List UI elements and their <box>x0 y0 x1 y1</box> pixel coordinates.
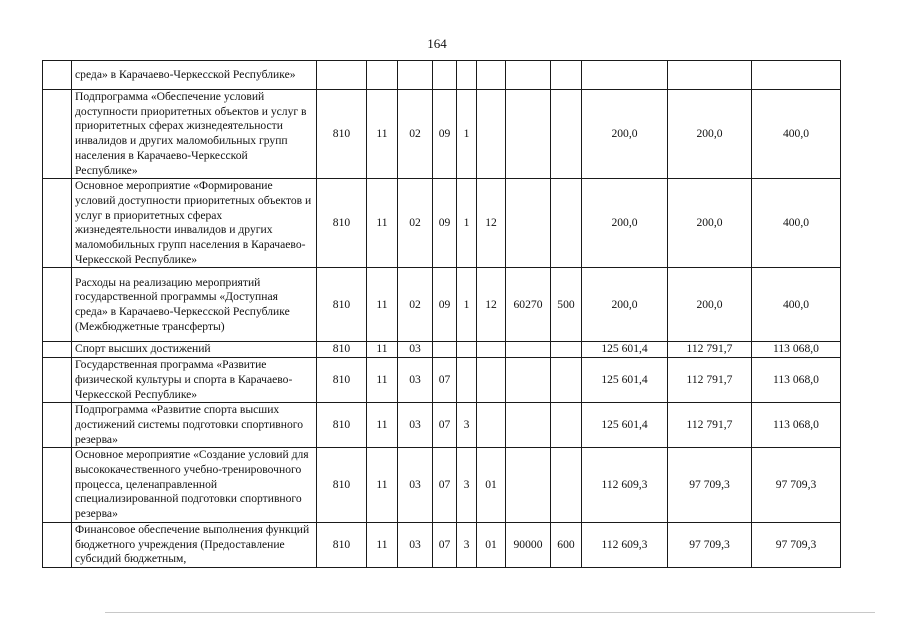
row-number-cell <box>43 179 72 268</box>
measure-code-cell <box>477 403 506 448</box>
table-row <box>43 61 841 90</box>
section-code-cell: 11 <box>367 268 398 342</box>
expense-type-code-cell <box>551 179 582 268</box>
direction-code-cell <box>506 448 551 523</box>
row-number-cell <box>43 403 72 448</box>
table-row <box>43 522 841 567</box>
row-name-cell: Государственная программа «Развитие физической культуры и спорта в Карачаево-Черкесской Республике» <box>72 358 317 403</box>
amount-year-3-cell: 97 709,3 <box>752 522 841 567</box>
row-name-cell: Основное мероприятие «Создание условий для высококачественного учебно-тренировочного процесса, целенаправленной специализированной подготовки спортивного резерва» <box>72 448 317 523</box>
direction-code-cell <box>506 358 551 403</box>
row-name-cell: Расходы на реализацию мероприятий государственной программы «Доступная среда» в Карачаево-Черкесской Республике (Межбюджетные трансферты) <box>72 268 317 342</box>
section-code-cell: 11 <box>367 522 398 567</box>
program-code-cell: 09 <box>433 179 457 268</box>
budget-table-body <box>43 61 841 568</box>
expense-type-code-cell <box>551 358 582 403</box>
section-code-cell: 11 <box>367 358 398 403</box>
direction-code-cell: 60270 <box>506 268 551 342</box>
direction-code-cell <box>506 403 551 448</box>
program-code-cell: 07 <box>433 448 457 523</box>
subprogram-code-cell <box>457 342 477 358</box>
expense-type-code-cell <box>551 342 582 358</box>
table-row <box>43 179 841 268</box>
amount-year-1-cell: 125 601,4 <box>582 358 668 403</box>
subsection-code-cell <box>398 61 433 90</box>
expense-type-code-cell <box>551 61 582 90</box>
measure-code-cell: 01 <box>477 522 506 567</box>
measure-code-cell: 12 <box>477 268 506 342</box>
direction-code-cell <box>506 90 551 179</box>
amount-year-1-cell: 125 601,4 <box>582 403 668 448</box>
section-code-cell: 11 <box>367 448 398 523</box>
admin-code-cell: 810 <box>317 358 367 403</box>
program-code-cell: 07 <box>433 403 457 448</box>
amount-year-1-cell: 112 609,3 <box>582 522 668 567</box>
expense-type-code-cell <box>551 90 582 179</box>
section-code-cell: 11 <box>367 403 398 448</box>
subprogram-code-cell: 1 <box>457 268 477 342</box>
row-name-cell: Подпрограмма «Развитие спорта высших достижений системы подготовки спортивного резерва» <box>72 403 317 448</box>
subprogram-code-cell <box>457 61 477 90</box>
admin-code-cell: 810 <box>317 268 367 342</box>
amount-year-3-cell: 400,0 <box>752 268 841 342</box>
amount-year-1-cell: 200,0 <box>582 90 668 179</box>
amount-year-2-cell: 200,0 <box>668 179 752 268</box>
expense-type-code-cell: 500 <box>551 268 582 342</box>
admin-code-cell: 810 <box>317 342 367 358</box>
row-number-cell <box>43 90 72 179</box>
row-number-cell <box>43 342 72 358</box>
amount-year-3-cell: 113 068,0 <box>752 403 841 448</box>
amount-year-3-cell: 113 068,0 <box>752 342 841 358</box>
amount-year-2-cell: 112 791,7 <box>668 342 752 358</box>
subsection-code-cell: 03 <box>398 448 433 523</box>
measure-code-cell <box>477 90 506 179</box>
subsection-code-cell: 03 <box>398 358 433 403</box>
amount-year-1-cell: 112 609,3 <box>582 448 668 523</box>
subsection-code-cell: 03 <box>398 342 433 358</box>
row-number-cell <box>43 268 72 342</box>
subsection-code-cell: 02 <box>398 90 433 179</box>
admin-code-cell: 810 <box>317 522 367 567</box>
row-number-cell <box>43 448 72 523</box>
page-number: 164 <box>427 36 447 51</box>
row-number-cell <box>43 358 72 403</box>
section-code-cell: 11 <box>367 90 398 179</box>
budget-table <box>42 60 841 568</box>
table-row <box>43 268 841 342</box>
table-row <box>43 403 841 448</box>
amount-year-2-cell: 200,0 <box>668 90 752 179</box>
subsection-code-cell: 03 <box>398 522 433 567</box>
row-name-cell: Спорт высших достижений <box>72 342 317 358</box>
row-name-cell: среда» в Карачаево-Черкесской Республике» <box>72 61 317 90</box>
amount-year-3-cell: 113 068,0 <box>752 358 841 403</box>
subsection-code-cell: 02 <box>398 179 433 268</box>
subprogram-code-cell: 3 <box>457 448 477 523</box>
admin-code-cell: 810 <box>317 403 367 448</box>
amount-year-1-cell: 200,0 <box>582 268 668 342</box>
admin-code-cell: 810 <box>317 448 367 523</box>
measure-code-cell <box>477 61 506 90</box>
amount-year-3-cell <box>752 61 841 90</box>
admin-code-cell: 810 <box>317 179 367 268</box>
subsection-code-cell: 03 <box>398 403 433 448</box>
amount-year-2-cell: 97 709,3 <box>668 448 752 523</box>
measure-code-cell <box>477 358 506 403</box>
subsection-code-cell: 02 <box>398 268 433 342</box>
direction-code-cell <box>506 61 551 90</box>
page-bottom-rule <box>105 612 875 613</box>
amount-year-3-cell: 400,0 <box>752 179 841 268</box>
section-code-cell <box>367 61 398 90</box>
table-row <box>43 448 841 523</box>
subprogram-code-cell <box>457 358 477 403</box>
subprogram-code-cell: 3 <box>457 403 477 448</box>
program-code-cell: 07 <box>433 522 457 567</box>
subprogram-code-cell: 1 <box>457 90 477 179</box>
expense-type-code-cell: 600 <box>551 522 582 567</box>
amount-year-2-cell: 112 791,7 <box>668 403 752 448</box>
measure-code-cell <box>477 342 506 358</box>
amount-year-2-cell: 97 709,3 <box>668 522 752 567</box>
program-code-cell: 09 <box>433 90 457 179</box>
row-name-cell: Подпрограмма «Обеспечение условий доступности приоритетных объектов и услуг в приоритетных сферах жизнедеятельности инвалидов и других маломобильных групп населения в Карачаево-Черкесской Республике» <box>72 90 317 179</box>
row-name-cell: Основное мероприятие «Формирование условий доступности приоритетных объектов и услуг в приоритетных сферах жизнедеятельности инвалидов и других маломобильных групп населения в Карачаево-Черкесской Республике» <box>72 179 317 268</box>
row-number-cell <box>43 522 72 567</box>
subprogram-code-cell: 1 <box>457 179 477 268</box>
amount-year-2-cell <box>668 61 752 90</box>
section-code-cell: 11 <box>367 179 398 268</box>
row-number-cell <box>43 61 72 90</box>
program-code-cell <box>433 342 457 358</box>
section-code-cell: 11 <box>367 342 398 358</box>
direction-code-cell <box>506 179 551 268</box>
table-row <box>43 342 841 358</box>
table-row <box>43 358 841 403</box>
amount-year-3-cell: 400,0 <box>752 90 841 179</box>
program-code-cell <box>433 61 457 90</box>
expense-type-code-cell <box>551 448 582 523</box>
amount-year-1-cell: 200,0 <box>582 179 668 268</box>
program-code-cell: 07 <box>433 358 457 403</box>
direction-code-cell: 90000 <box>506 522 551 567</box>
admin-code-cell: 810 <box>317 90 367 179</box>
amount-year-1-cell <box>582 61 668 90</box>
admin-code-cell <box>317 61 367 90</box>
amount-year-2-cell: 200,0 <box>668 268 752 342</box>
amount-year-1-cell: 125 601,4 <box>582 342 668 358</box>
row-name-cell: Финансовое обеспечение выполнения функций бюджетного учреждения (Предоставление субсидий бюджетным, <box>72 522 317 567</box>
subprogram-code-cell: 3 <box>457 522 477 567</box>
amount-year-3-cell: 97 709,3 <box>752 448 841 523</box>
program-code-cell: 09 <box>433 268 457 342</box>
expense-type-code-cell <box>551 403 582 448</box>
table-row <box>43 90 841 179</box>
measure-code-cell: 01 <box>477 448 506 523</box>
measure-code-cell: 12 <box>477 179 506 268</box>
amount-year-2-cell: 112 791,7 <box>668 358 752 403</box>
direction-code-cell <box>506 342 551 358</box>
